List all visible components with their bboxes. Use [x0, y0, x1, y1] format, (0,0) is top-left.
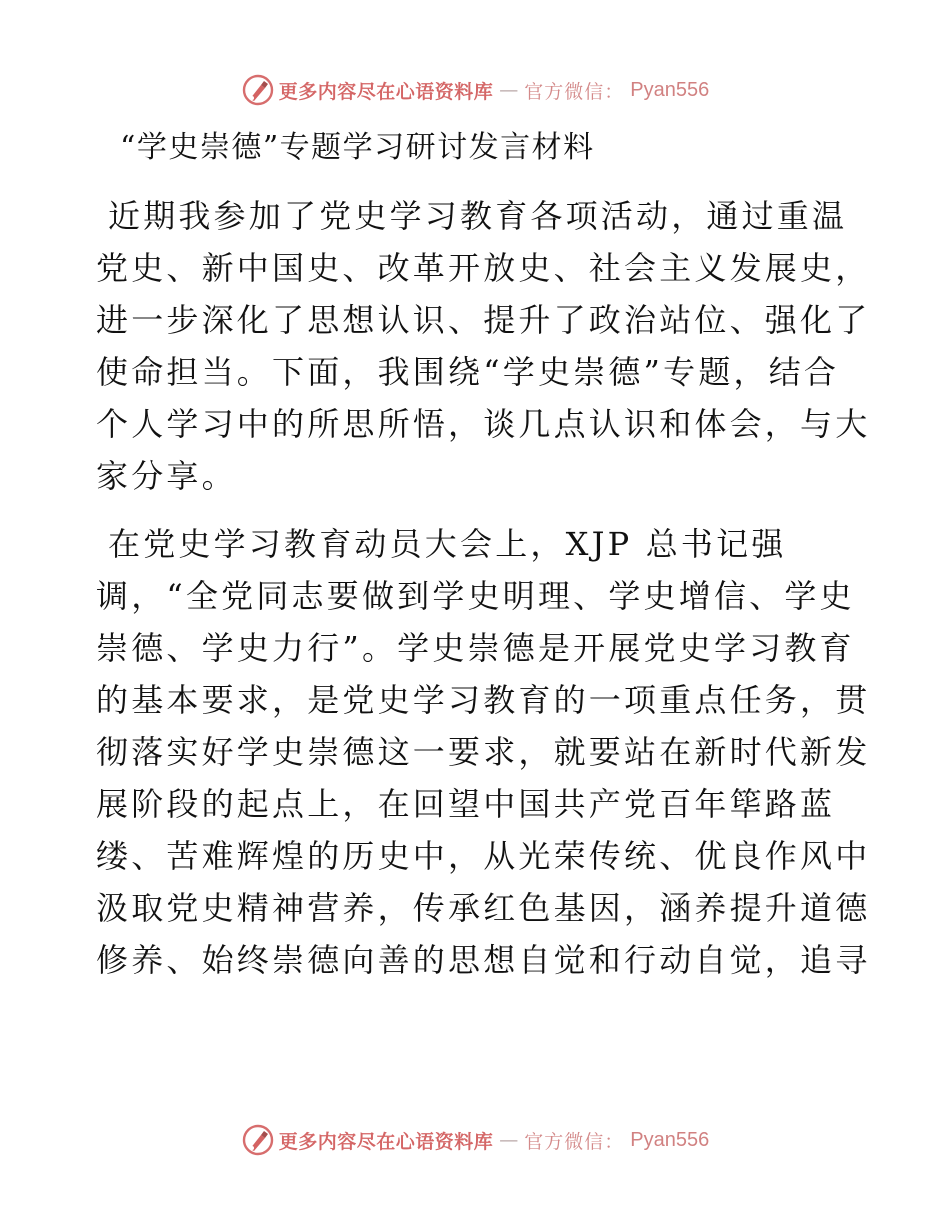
paragraph-2 — [96, 518, 871, 986]
paragraph-line: 个人学习中的所思所悟，谈几点认识和体会，与大 — [96, 405, 871, 443]
paragraph-line: 缕、苦难辉煌的历史中，从光荣传统、优良作风中 — [96, 837, 871, 875]
paragraph-line: 调，“全党同志要做到学史明理、学史增信、学史 — [96, 577, 855, 615]
watermark-wechat-label: 官方微信： — [524, 80, 625, 103]
watermark-banner-bottom — [0, 1122, 950, 1158]
watermark-separator: — — [499, 1129, 519, 1151]
paragraph-line: 党史、新中国史、改革开放史、社会主义发展史， — [96, 249, 871, 287]
paragraph-1 — [96, 190, 871, 502]
watermark-wechat-id: Pyan556 — [630, 1128, 710, 1151]
paragraph-line: 近期我参加了党史学习教育各项活动，通过重温 — [108, 197, 848, 235]
pen-logo-icon — [241, 1123, 275, 1157]
paragraph-line: 展阶段的起点上，在回望中国共产党百年筚路蓝 — [96, 785, 836, 823]
paragraph-line: 家分享。 — [96, 457, 237, 495]
watermark-text: 更多内容尽在心语资料库 — [278, 80, 494, 103]
paragraph-line: 汲取党史精神营养，传承红色基因，涵养提升道德 — [96, 889, 871, 927]
watermark-wechat-label: 官方微信： — [524, 1130, 625, 1153]
document-title: “学史崇德”专题学习研讨发言材料 — [120, 130, 595, 165]
document-body — [96, 118, 871, 986]
paragraph-line: 进一步深化了思想认识、提升了政治站位、强化了 — [96, 301, 871, 339]
paragraph-line: 使命担当。下面，我围绕“学史崇德”专题，结合 — [96, 353, 840, 391]
watermark-separator: — — [499, 79, 519, 101]
paragraph-line: 的基本要求，是党史学习教育的一项重点任务，贯 — [96, 681, 871, 719]
paragraph-line: 崇德、学史力行”。学史崇德是开展党史学习教育 — [96, 629, 855, 667]
paragraph-line: 在党史学习教育动员大会上，XJP 总书记强 — [108, 525, 787, 563]
paragraph-line: 彻落实好学史崇德这一要求，就要站在新时代新发 — [96, 733, 871, 771]
watermark-banner-top — [0, 72, 950, 108]
paragraph-line: 修养、始终崇德向善的思想自觉和行动自觉，追寻 — [96, 941, 871, 979]
watermark-wechat-id: Pyan556 — [630, 78, 710, 101]
watermark-text: 更多内容尽在心语资料库 — [278, 1130, 494, 1153]
pen-logo-icon — [241, 73, 275, 107]
